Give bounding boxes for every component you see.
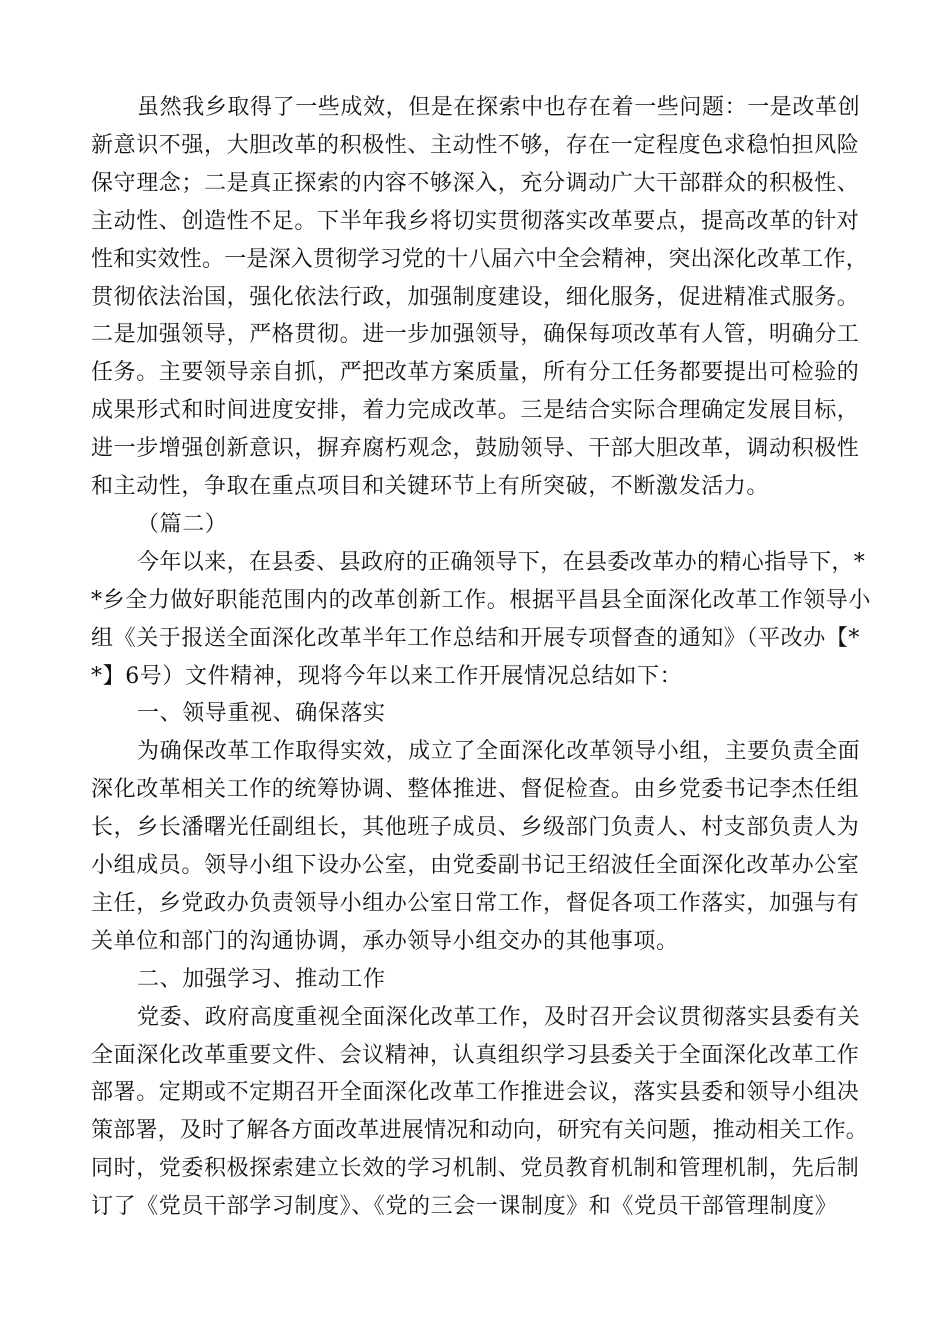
text-line: 主任，乡党政办负责领导小组办公室日常工作，督促各项工作落实，加强与有 bbox=[91, 890, 860, 916]
text-line: *乡全力做好职能范围内的改革创新工作。根据平昌县全面深化改革工作领导小 bbox=[91, 587, 872, 613]
text-line: 小组成员。领导小组下设办公室，由党委副书记王绍波任全面深化改革办公室 bbox=[91, 853, 860, 878]
text-line: （篇二） bbox=[137, 511, 228, 537]
text-line: 今年以来，在县委、县政府的正确领导下，在县委改革办的精心指导下，* bbox=[137, 549, 866, 575]
text-line: 部署。定期或不定期召开全面深化改革工作推进会议，落实县委和领导小组决 bbox=[91, 1080, 860, 1106]
text-line: 虽然我乡取得了一些成效，但是在探索中也存在着一些问题：一是改革创 bbox=[137, 95, 861, 120]
text-line: 新意识不强，大胆改革的积极性、主动性不够，存在一定程度色求稳怕担风险 bbox=[91, 132, 860, 158]
text-line: 深化改革相关工作的统筹协调、整体推进、督促检查。由乡党委书记李杰任组 bbox=[91, 777, 860, 803]
text-line: 策部署，及时了解各方面改革进展情况和动向，研究有关问题，推动相关工作。 bbox=[91, 1118, 869, 1144]
text-line: 为确保改革工作取得实效，成立了全面深化改革领导小组，主要负责全面 bbox=[137, 739, 861, 765]
text-line: 同时，党委积极探索建立长效的学习机制、党员教育机制和管理机制，先后制 bbox=[91, 1156, 860, 1182]
text-line: 二是加强领导，严格贯彻。进一步加强领导，确保每项改革有人管，明确分工 bbox=[91, 322, 860, 348]
text-line: 一、领导重视、确保落实 bbox=[137, 701, 386, 727]
text-line: 党委、政府高度重视全面深化改革工作，及时召开会议贯彻落实县委有关 bbox=[137, 1004, 861, 1030]
text-line: 主动性、创造性不足。下半年我乡将切实贯彻落实改革要点，提高改革的针对 bbox=[91, 208, 860, 234]
text-line: 和主动性，争取在重点项目和关键环节上有所突破，不断激发活力。 bbox=[91, 474, 770, 499]
text-line: 组《关于报送全面深化改革半年工作总结和开展专项督查的通知》（平改办【* bbox=[91, 625, 861, 651]
text-line: 贯彻依法治国，强化依法行政，加强制度建设，细化服务，促进精准式服务。 bbox=[91, 284, 860, 310]
text-line: 长，乡长潘曙光任副组长，其他班子成员、乡级部门负责人、村支部负责人为 bbox=[91, 815, 860, 841]
text-line: 保守理念；二是真正探索的内容不够深入，充分调动广大干部群众的积极性、 bbox=[91, 170, 860, 196]
text-line: *】6号）文件精神，现将今年以来工作开展情况总结如下： bbox=[91, 663, 683, 689]
text-line: 订了《党员干部学习制度》、《党的三会一课制度》和《党员干部管理制度》 bbox=[91, 1194, 838, 1220]
text-line: 任务。主要领导亲自抓，严把改革方案质量，所有分工任务都要提出可检验的 bbox=[91, 360, 860, 386]
text-line: 全面深化改革重要文件、会议精神，认真组织学习县委关于全面深化改革工作 bbox=[91, 1042, 860, 1068]
text-line: 二、加强学习、推动工作 bbox=[137, 966, 386, 992]
text-line: 成果形式和时间进度安排，着力完成改革。三是结合实际合理确定发展目标， bbox=[91, 398, 860, 424]
text-line: 关单位和部门的沟通协调，承办领导小组交办的其他事项。 bbox=[91, 928, 679, 954]
text-line: 进一步增强创新意识，摒弃腐朽观念，鼓励领导、干部大胆改革，调动积极性 bbox=[91, 436, 860, 462]
text-line: 性和实效性。一是深入贯彻学习党的十八届六中全会精神，突出深化改革工作， bbox=[91, 246, 869, 272]
